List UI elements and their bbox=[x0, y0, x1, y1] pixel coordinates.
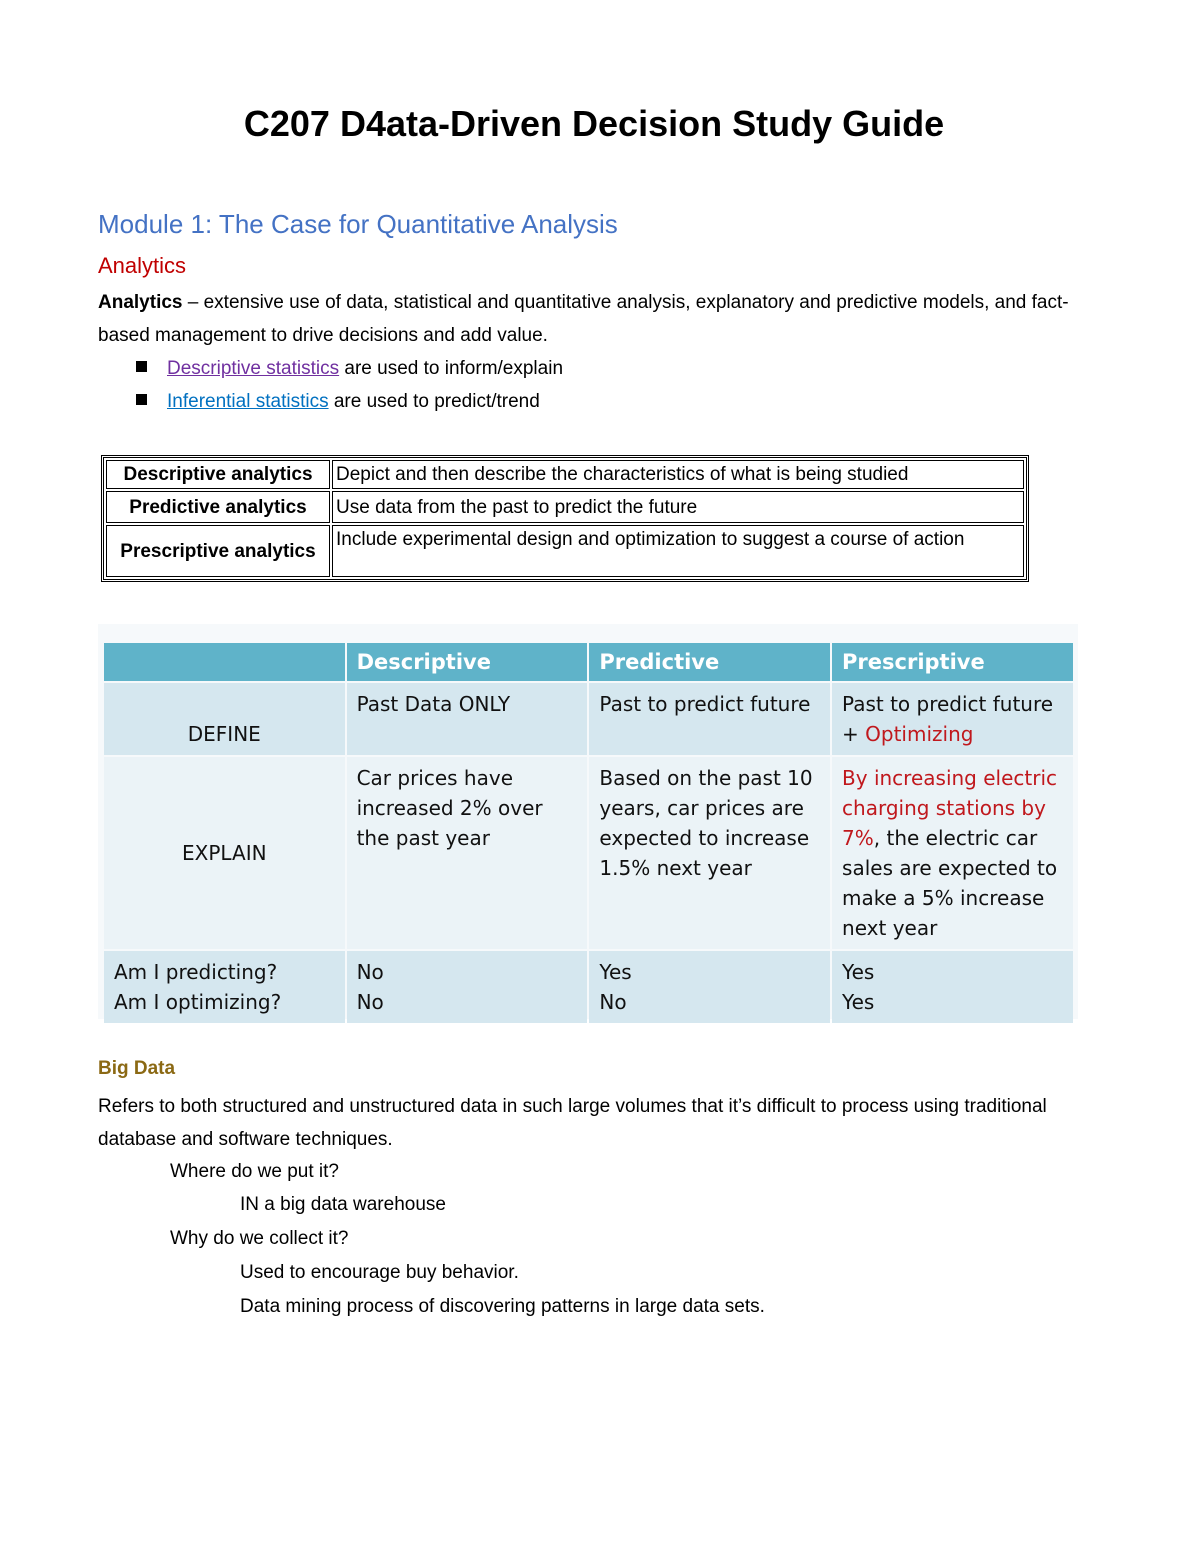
cell-text: , the electric car sales are expected to make a 5% increase next year bbox=[842, 826, 1058, 940]
row-label: EXPLAIN bbox=[104, 757, 345, 949]
table-cell: Depict and then describe the characteristics of what is being studied bbox=[332, 460, 1024, 489]
answer: Yes bbox=[842, 960, 875, 984]
table-row bbox=[106, 460, 1024, 489]
cell-text: + bbox=[842, 722, 866, 746]
analytics-definition-text: – extensive use of data, statistical and quantitative analysis, explanatory and predictive models, and fact-based management to drive decisions and add value. bbox=[98, 292, 1069, 346]
analytics-heading: Analytics bbox=[98, 253, 187, 278]
inferential-statistics-link[interactable]: Inferential statistics bbox=[167, 391, 329, 412]
table-cell-head: Descriptive analytics bbox=[106, 460, 330, 489]
header-cell: Prescriptive bbox=[832, 643, 1073, 681]
table-cell bbox=[347, 951, 588, 1023]
question-predicting: Am I predicting? bbox=[114, 960, 278, 984]
analytics-definition bbox=[98, 286, 1108, 352]
table-row bbox=[104, 951, 1073, 1023]
table-cell: Past Data ONLY bbox=[347, 683, 588, 755]
module-heading: Module 1: The Case for Quantitative Analysis bbox=[98, 209, 618, 239]
analytics-term: Analytics bbox=[98, 292, 183, 313]
big-data-definition: Refers to both structured and unstructured data in such large volumes that it’s difficult to process using traditional database and software techniques. bbox=[98, 1096, 1047, 1150]
table-cell: Past to predict future bbox=[589, 683, 830, 755]
table-row bbox=[106, 491, 1024, 523]
comparison-figure bbox=[98, 624, 1078, 1019]
table-cell: Based on the past 10 years, car prices are expected to increase 1.5% next year bbox=[589, 757, 830, 949]
table-cell: Include experimental design and optimization to suggest a course of action bbox=[332, 525, 1024, 577]
answer: No bbox=[356, 990, 384, 1014]
descriptive-statistics-link[interactable]: Descriptive statistics bbox=[167, 358, 340, 379]
header-cell bbox=[104, 643, 345, 681]
table-row bbox=[106, 525, 1024, 577]
square-bullet-icon bbox=[136, 394, 147, 405]
row-label: DEFINE bbox=[104, 683, 345, 755]
list-item bbox=[136, 385, 563, 418]
table-cell bbox=[832, 951, 1073, 1023]
highlighted-text: By increasing electric charging stations by 7% bbox=[842, 766, 1058, 850]
header-cell: Descriptive bbox=[347, 643, 588, 681]
big-data-heading: Big Data bbox=[98, 1058, 176, 1079]
table-row bbox=[104, 683, 1073, 755]
question-why: Why do we collect it? bbox=[170, 1228, 349, 1249]
cell-text: Past to predict future bbox=[842, 692, 1054, 716]
list-item bbox=[136, 352, 563, 385]
table-cell-head: Predictive analytics bbox=[106, 491, 330, 523]
answer-why: Used to encourage buy behavior. bbox=[240, 1262, 519, 1283]
page-title: C207 D4ata-Driven Decision Study Guide bbox=[243, 103, 945, 144]
table-row bbox=[104, 757, 1073, 949]
row-label bbox=[104, 951, 345, 1023]
analytics-types-table bbox=[101, 455, 1029, 582]
square-bullet-icon bbox=[136, 361, 147, 372]
answer: No bbox=[599, 990, 627, 1014]
answer-where: IN a big data warehouse bbox=[240, 1194, 446, 1215]
statistics-bullet-list bbox=[136, 352, 563, 418]
table-cell: Car prices have increased 2% over the past year bbox=[347, 757, 588, 949]
header-cell: Predictive bbox=[589, 643, 830, 681]
table-cell bbox=[832, 683, 1073, 755]
table-cell: Use data from the past to predict the future bbox=[332, 491, 1024, 523]
bullet-text: are used to predict/trend bbox=[328, 391, 540, 412]
question-where: Where do we put it? bbox=[170, 1161, 339, 1182]
table-cell bbox=[832, 757, 1073, 949]
answer: No bbox=[356, 960, 384, 984]
answer: Yes bbox=[842, 990, 875, 1014]
data-mining-note: Data mining process of discovering patterns in large data sets. bbox=[240, 1296, 765, 1317]
answer: Yes bbox=[599, 960, 632, 984]
highlighted-text: Optimizing bbox=[865, 722, 974, 746]
table-cell bbox=[589, 951, 830, 1023]
comparison-table bbox=[102, 641, 1075, 1025]
question-optimizing: Am I optimizing? bbox=[114, 990, 282, 1014]
bullet-text: are used to inform/explain bbox=[339, 358, 564, 379]
table-header-row bbox=[104, 643, 1073, 681]
table-cell-head: Prescriptive analytics bbox=[106, 525, 330, 577]
